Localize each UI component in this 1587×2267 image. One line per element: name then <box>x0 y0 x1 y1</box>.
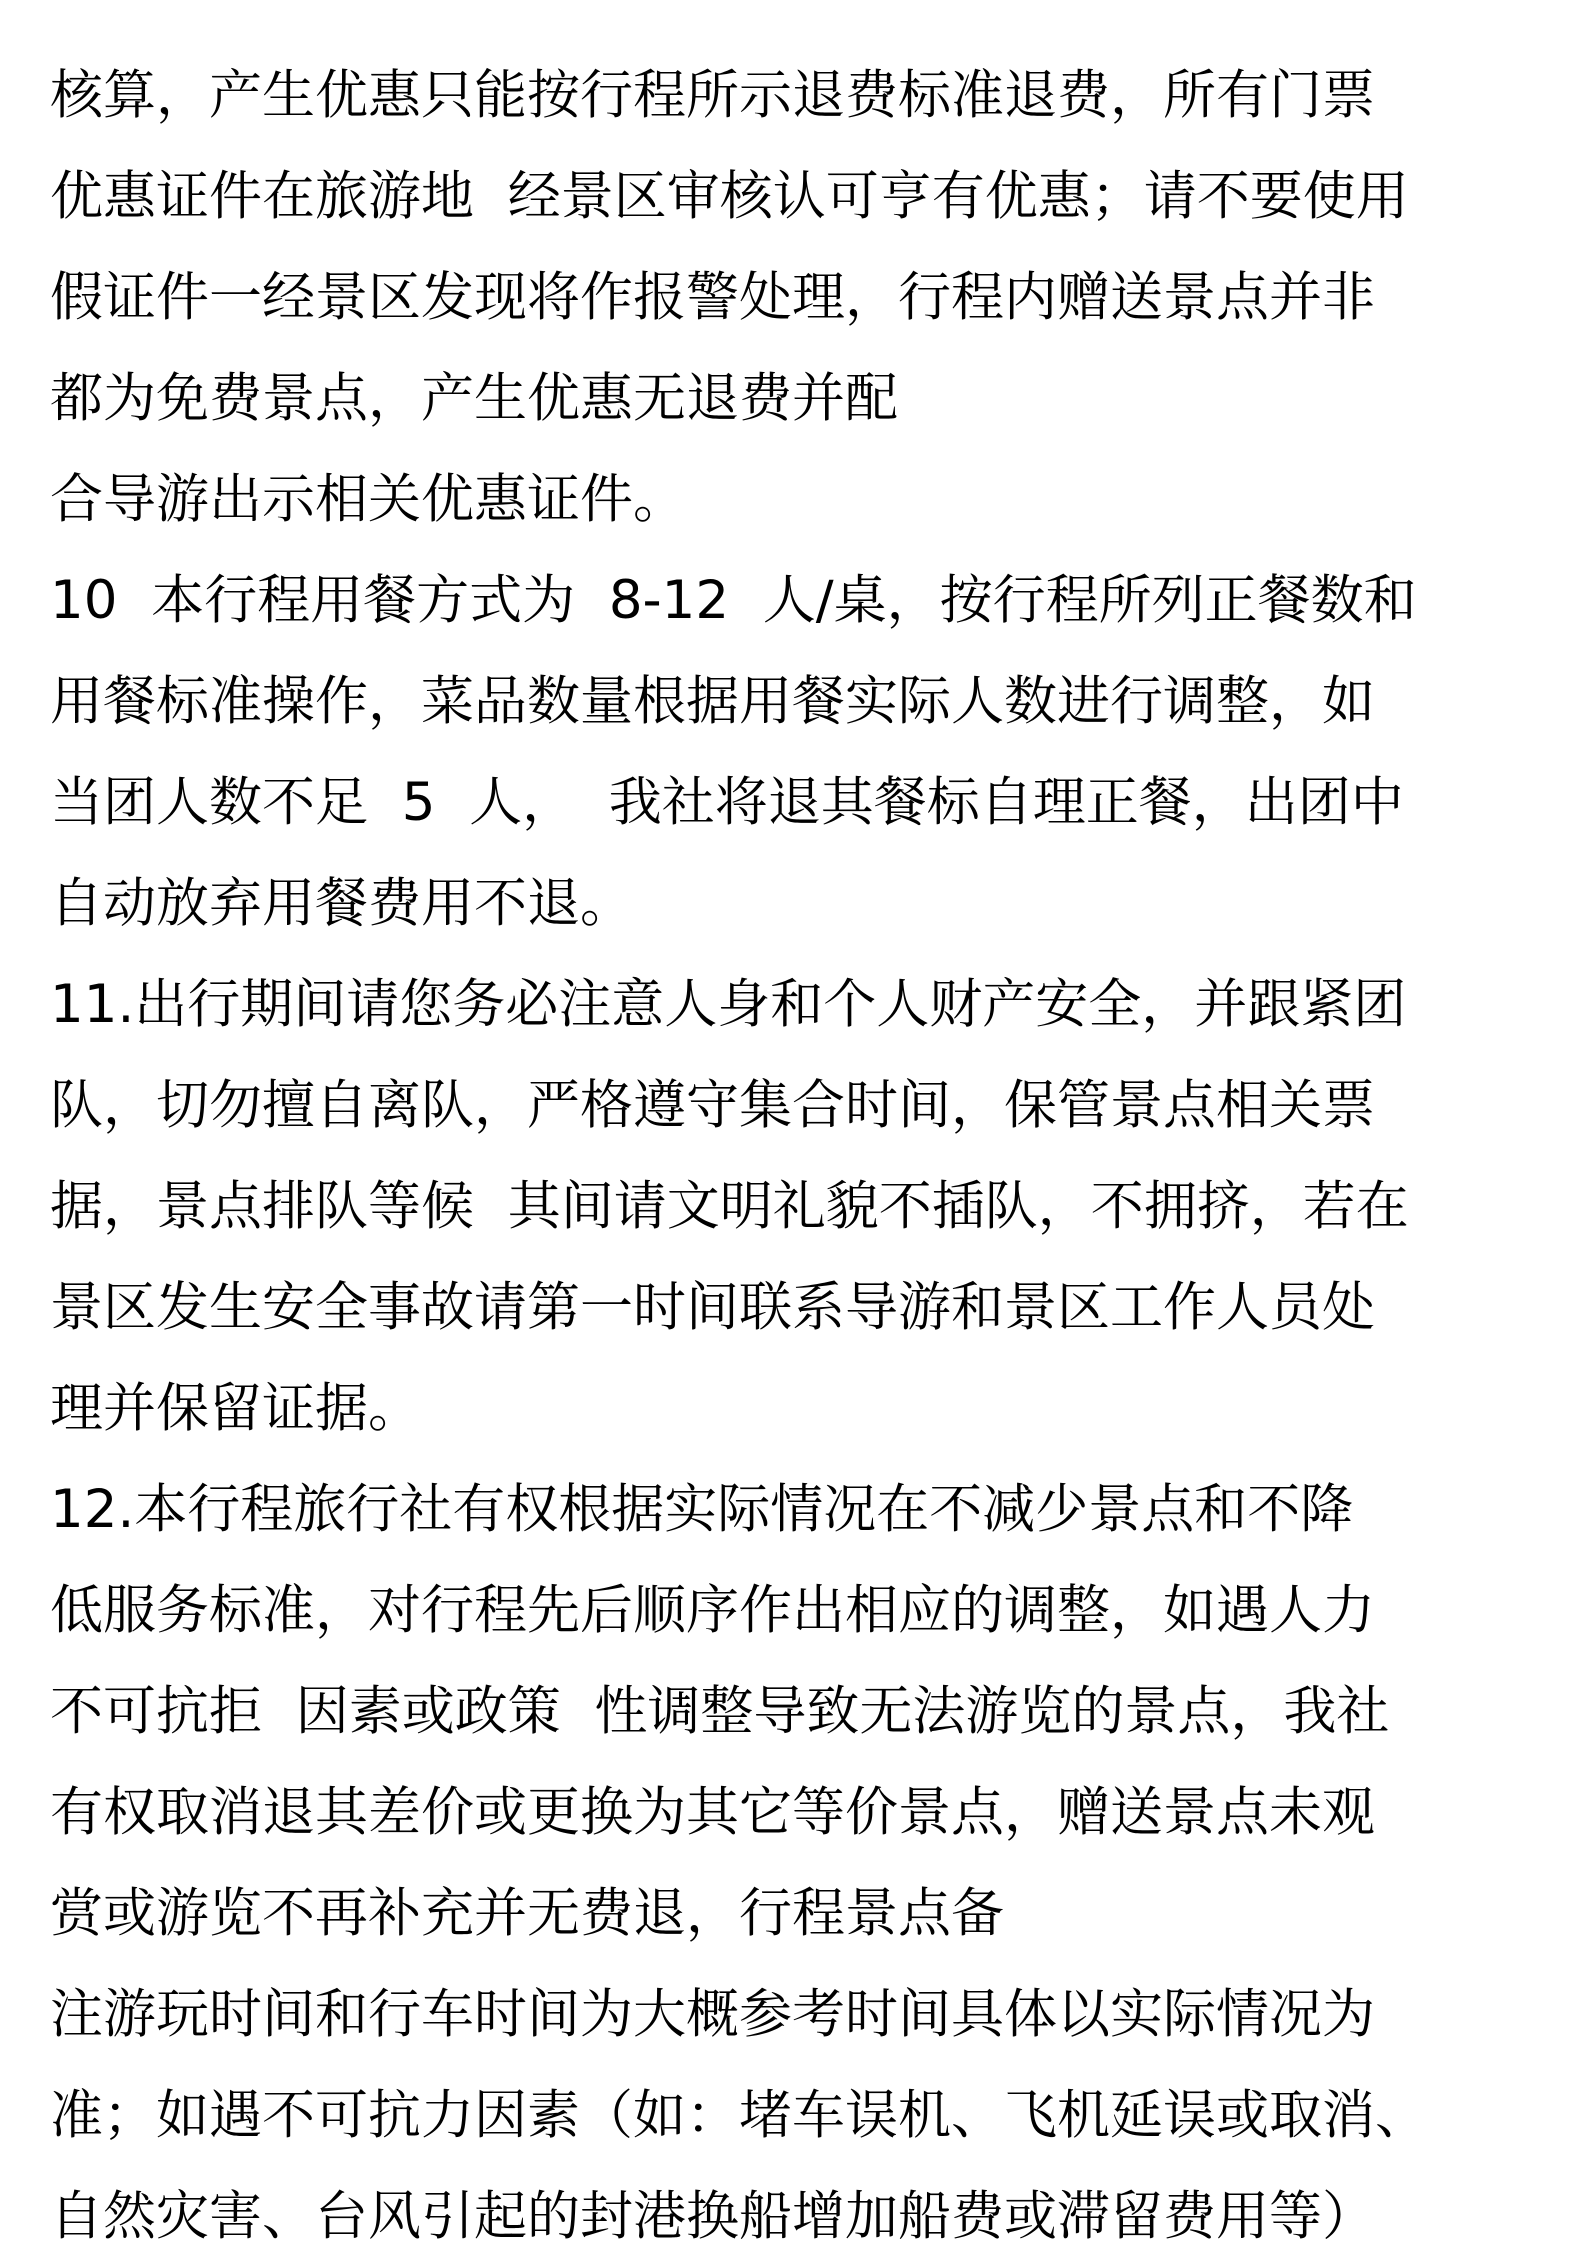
text-line: 低服务标准，对行程先后顺序作出相应的调整，如遇人力 <box>50 1580 1375 1641</box>
text-line: 不可抗拒 因素或政策 性调整导致无法游览的景点，我社 <box>50 1681 1390 1742</box>
document-page <box>50 0 1560 2245</box>
text-line: 当团人数不足 5 人， 我社将退其餐标自理正餐，出团中 <box>50 772 1404 833</box>
text-line: 用餐标准操作，菜品数量根据用餐实际人数进行调整，如 <box>50 671 1375 732</box>
text-line: 自然灾害、台风引起的封港换船增加船费或滞留费用等） <box>50 2186 1375 2247</box>
text-line: 优惠证件在旅游地 经景区审核认可亨有优惠；请不要使用 <box>50 166 1409 227</box>
text-line: 准；如遇不可抗力因素（如：堵车误机、飞机延误或取消、 <box>50 2085 1428 2146</box>
text-line: 景区发生安全事故请第一时间联系导游和景区工作人员处 <box>50 1277 1375 1338</box>
text-line: 有权取消退其差价或更换为其它等价景点，赠送景点未观 <box>50 1782 1375 1843</box>
text-line: 都为免费景点，产生优惠无退费并配 <box>50 368 898 429</box>
text-line: 注游玩时间和行车时间为大概参考时间具体以实际情况为 <box>50 1984 1375 2045</box>
text-line: 12.本行程旅行社有权根据实际情况在不减少景点和不降 <box>50 1479 1354 1540</box>
text-line: 10 本行程用餐方式为 8-12 人/桌，按行程所列正餐数和 <box>50 570 1417 631</box>
text-line: 理并保留证据。 <box>50 1378 421 1439</box>
text-line: 核算，产生优惠只能按行程所示退费标准退费，所有门票 <box>50 65 1375 126</box>
text-line: 赏或游览不再补充并无费退，行程景点备 <box>50 1883 1004 1944</box>
text-line: 自动放弃用餐费用不退。 <box>50 873 633 934</box>
text-line: 11.出行期间请您务必注意人身和个人财产安全，并跟紧团 <box>50 974 1407 1035</box>
text-line: 据，景点排队等候 其间请文明礼貌不插队，不拥挤，若在 <box>50 1176 1409 1237</box>
text-line: 队，切勿擅自离队，严格遵守集合时间，保管景点相关票 <box>50 1075 1375 1136</box>
text-line: 假证件一经景区发现将作报警处理，行程内赠送景点并非 <box>50 267 1375 328</box>
text-line: 合导游出示相关优惠证件。 <box>50 469 686 530</box>
